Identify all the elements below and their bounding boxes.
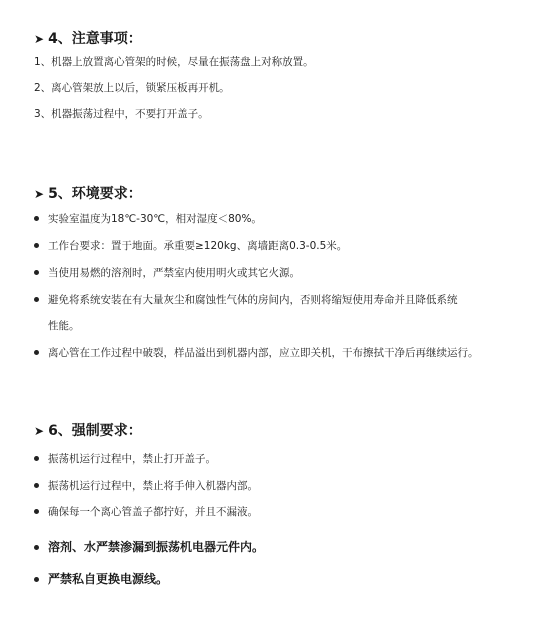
section-4-title: 4、注意事项： — [48, 31, 142, 47]
bullet-icon — [34, 545, 39, 550]
section-5-item-4-continued: 性能。 — [48, 320, 80, 332]
bullet-icon — [34, 483, 39, 488]
section-4-heading — [34, 30, 142, 48]
section-6-item-2: 振荡机运行过程中，禁止将手伸入机器内部。 — [48, 480, 258, 492]
section-4-item-3: 3、机器振荡过程中，不要打开盖子。 — [34, 108, 209, 120]
section-5-title: 5、环境要求： — [48, 186, 142, 202]
section-6-bold-item-1: 溶剂、水严禁渗漏到振荡机电器元件内。 — [48, 540, 265, 554]
bullet-icon — [34, 350, 39, 355]
section-5-item-1: 实验室温度为18℃-30℃，相对湿度＜80%。 — [48, 213, 262, 225]
bullet-icon — [34, 509, 39, 514]
bullet-icon — [34, 297, 39, 302]
bullet-icon — [34, 456, 39, 461]
arrow-right-icon: ➤ — [34, 424, 45, 438]
section-5-heading — [34, 185, 142, 203]
section-6-bold-item-2: 严禁私自更换电源线。 — [48, 572, 169, 586]
section-4-item-2: 2、离心管架放上以后，锁紧压板再开机。 — [34, 82, 230, 94]
arrow-right-icon: ➤ — [34, 32, 45, 46]
section-5-item-2: 工作台要求：置于地面。承重要≥120kg、离墙距离0.3-0.5米。 — [48, 240, 348, 252]
arrow-right-icon: ➤ — [34, 187, 45, 201]
section-6-title: 6、强制要求： — [48, 423, 142, 439]
bullet-icon — [34, 270, 39, 275]
bullet-icon — [34, 577, 39, 582]
section-5-item-3: 当使用易燃的溶剂时，严禁室内使用明火或其它火源。 — [48, 267, 300, 279]
section-6-item-1: 振荡机运行过程中，禁止打开盖子。 — [48, 453, 216, 465]
section-5-item-5: 离心管在工作过程中破裂，样品溢出到机器内部，应立即关机，干布擦拭干净后再继续运行。 — [48, 347, 479, 359]
section-4-item-1: 1、机器上放置离心管架的时候，尽量在振荡盘上对称放置。 — [34, 56, 314, 68]
bullet-icon — [34, 243, 39, 248]
bullet-icon — [34, 216, 39, 221]
section-6-heading — [34, 422, 142, 440]
section-6-item-3: 确保每一个离心管盖子都拧好，并且不漏液。 — [48, 506, 258, 518]
section-5-item-4: 避免将系统安装在有大量灰尘和腐蚀性气体的房间内，否则将缩短使用寿命并且降低系统 — [48, 294, 458, 306]
